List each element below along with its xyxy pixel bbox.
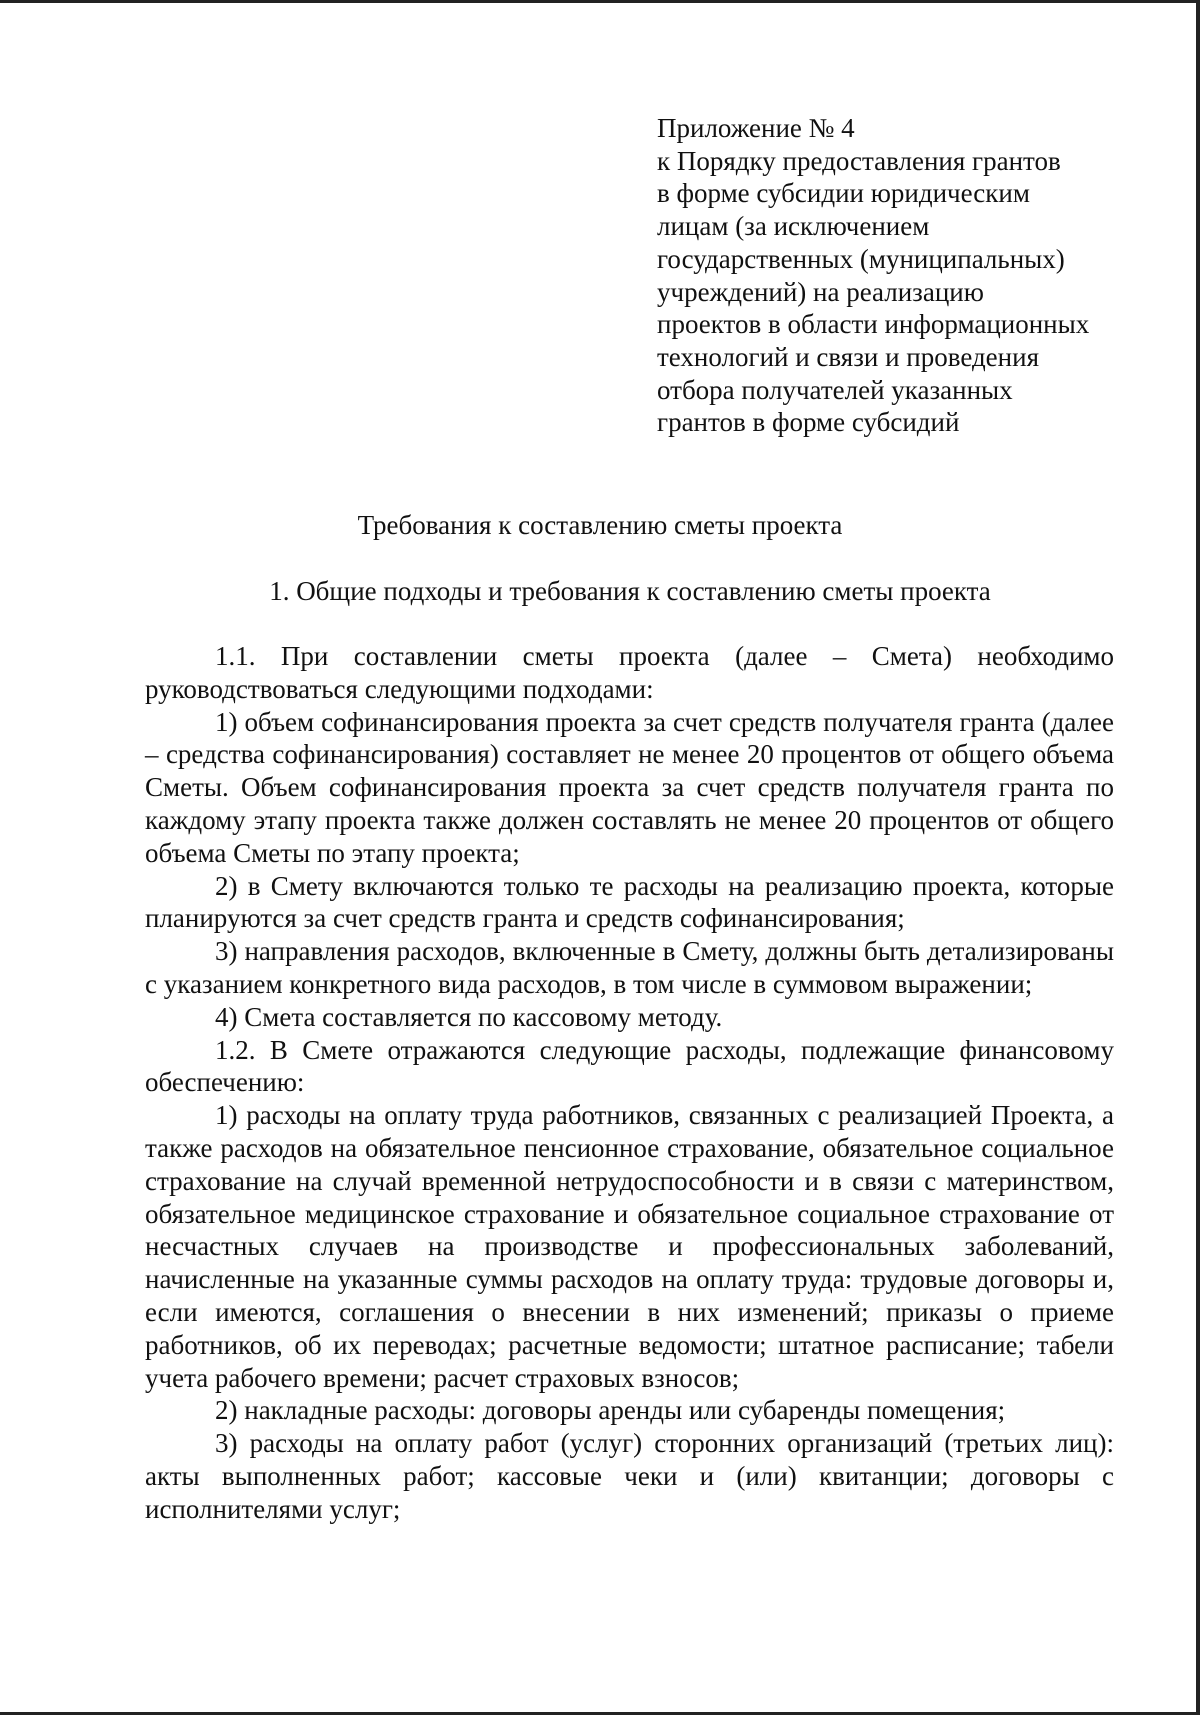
paragraph: 3) расходы на оплату работ (услуг) сторонних организаций (третьих лиц): акты выполненных работ; кассовые чеки и (или) квитанции; договоры с исполнителями услуг; — [145, 1428, 1114, 1524]
appendix-line: учреждений) на реализацию — [657, 276, 984, 307]
body-text — [145, 640, 1114, 1526]
section-heading: 1. Общие подходы и требования к составлению сметы проекта — [269, 576, 991, 606]
scan-edge-right — [1196, 0, 1200, 1715]
paragraph: 2) в Смету включаются только те расходы на реализацию проекта, которые планируются за счет средств гранта и средств софинансирования; — [145, 870, 1114, 934]
paragraph: 1) расходы на оплату труда работников, связанных с реализацией Проекта, а также расходов на обязательное пенсионное страхование, обязательное социальное страхование на случай временной нетрудоспособности и в связи с материнством, обязательное медицинское страхование и обязательное социальное страхование от несчастных случаев на производстве и профессиональных заболеваний, начисленные на указанные суммы расходов на оплату труда: трудовые договоры и, если имеются, соглашения о внесении в них изменений; приказы о приеме работников, об их переводах; расчетные ведомости; штатное расписание; табели учета рабочего времени; расчет страховых взносов; — [145, 1100, 1114, 1393]
paragraph: 1) объем софинансирования проекта за счет средств получателя гранта (далее – средства софинансирования) составляет не менее 20 процентов от общего объема Сметы. Объем софинансирования проекта за счет средств получателя гранта по каждому этапу проекта также должен составлять не менее 20 процентов от общего объема Сметы по этапу проекта; — [145, 706, 1114, 868]
appendix-line: в форме субсидии юридическим — [657, 178, 1030, 209]
paragraph: 4) Смета составляется по кассовому методу. — [215, 1001, 723, 1032]
document-title: Требования к составлению сметы проекта — [357, 510, 843, 540]
appendix-line: лицам (за исключением — [657, 211, 930, 242]
paragraph: 3) направления расходов, включенные в Смету, должны быть детализированы с указанием конкретного вида расходов, в том числе в суммовом выражении; — [145, 936, 1114, 999]
appendix-header — [657, 112, 1177, 439]
paragraph: 2) накладные расходы: договоры аренды или субаренды помещения; — [215, 1395, 1006, 1426]
paragraph: 1.1. При составлении сметы проекта (далее – Смета) необходимо руководствоваться следующими подходами: — [145, 641, 1114, 704]
paragraph: 1.2. В Смете отражаются следующие расходы, подлежащие финансовому обеспечению: — [145, 1034, 1114, 1098]
appendix-line: грантов в форме субсидий — [657, 407, 960, 438]
appendix-line: отбора получателей указанных — [657, 374, 1013, 405]
appendix-line: государственных (муниципальных) — [657, 243, 1065, 274]
appendix-line: технологий и связи и проведения — [657, 341, 1039, 372]
scan-edge-top — [0, 0, 1200, 3]
appendix-line: проектов в области информационных — [657, 309, 1090, 340]
appendix-line: Приложение № 4 — [657, 113, 855, 143]
appendix-line: к Порядку предоставления грантов — [657, 145, 1061, 176]
